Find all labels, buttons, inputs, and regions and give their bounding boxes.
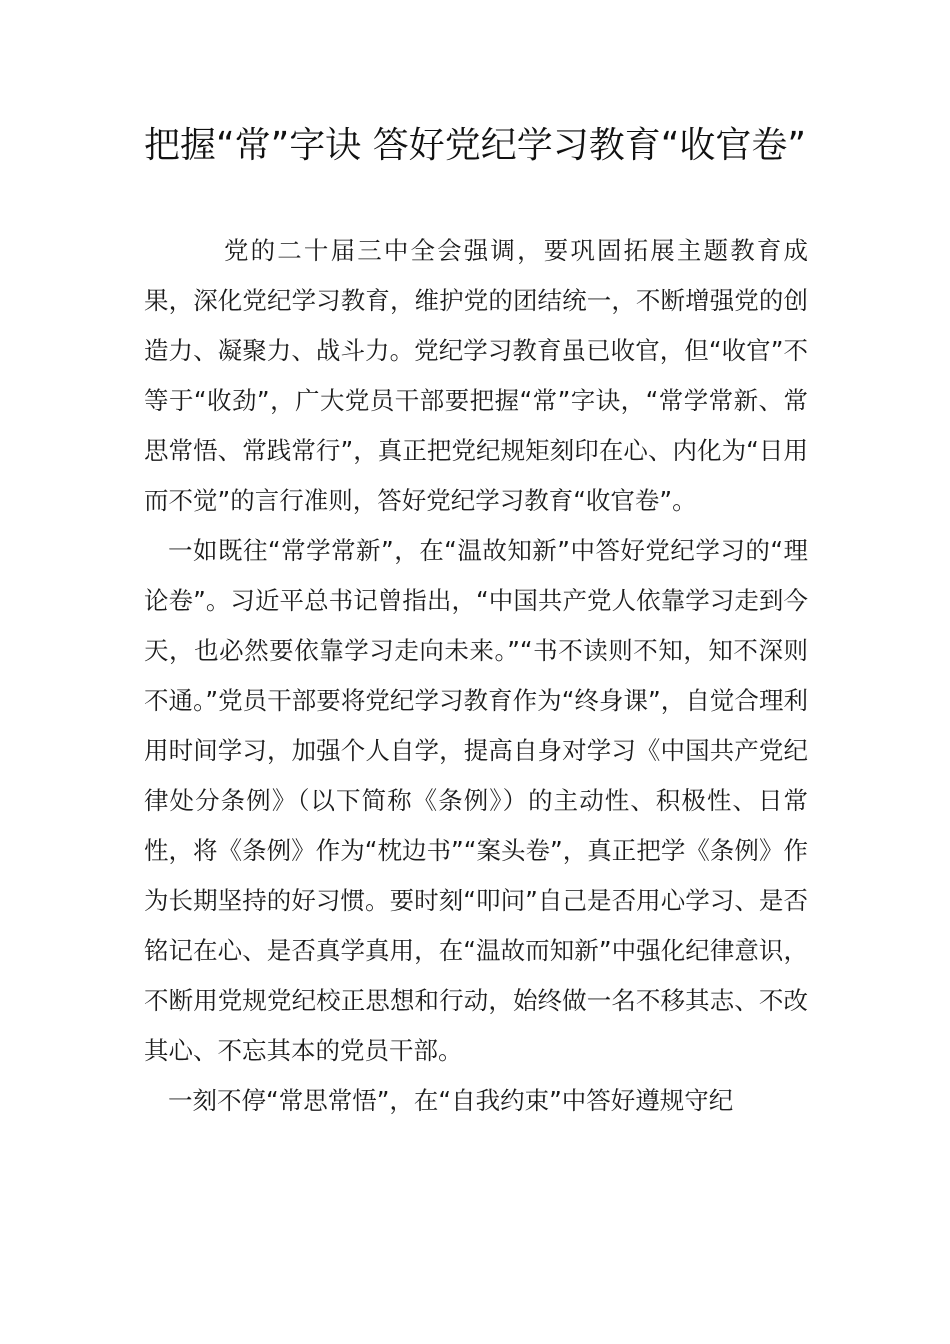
paragraph-intro: 党的二十届三中全会强调，要巩固拓展主题教育成果，深化党纪学习教育，维护党的团结统一，不断增强党的创造力、凝聚力、战斗力。党纪学习教育虽已收官，但“收官”不等于“收劲”，广大党员干部要把握“常”字诀，“常学常新、常思常悟、常践常行”，真正把党纪规矩刻印在心、内化为“日用而不觉”的言行准则，答好党纪学习教育“收官卷”。: [144, 236, 808, 515]
paragraph-study: 一如既往“常学常新”，在“温故知新”中答好党纪学习的“理论卷”。习近平总书记曾指出，“中国共产党人依靠学习走到今天，也必然要依靠学习走向未来。”“书不读则不知，知不深则不通。”党员干部要将党纪学习教育作为“终身课”，自觉合理利用时间学习，加强个人自学，提高自身对学习《中国共产党纪律处分条例》（以下简称《条例》）的主动性、积极性、日常性，将《条例》作为“枕边书”“案头卷”，真正把学《条例》作为长期坚持的好习惯。要时刻“叩问”自己是否用心学习、是否铭记在心、是否真学真用，在“温故而知新”中强化纪律意识，不断用党规党纪校正思想和行动，始终做一名不移其志、不改其心、不忘其本的党员干部。: [144, 536, 808, 1065]
paragraph-reflect: 一刻不停“常思常悟”，在“自我约束”中答好遵规守纪: [168, 1086, 734, 1115]
document-body: [144, 226, 808, 1126]
document-title: 把握“常”字诀 答好党纪学习教育“收官卷”: [143, 125, 807, 166]
